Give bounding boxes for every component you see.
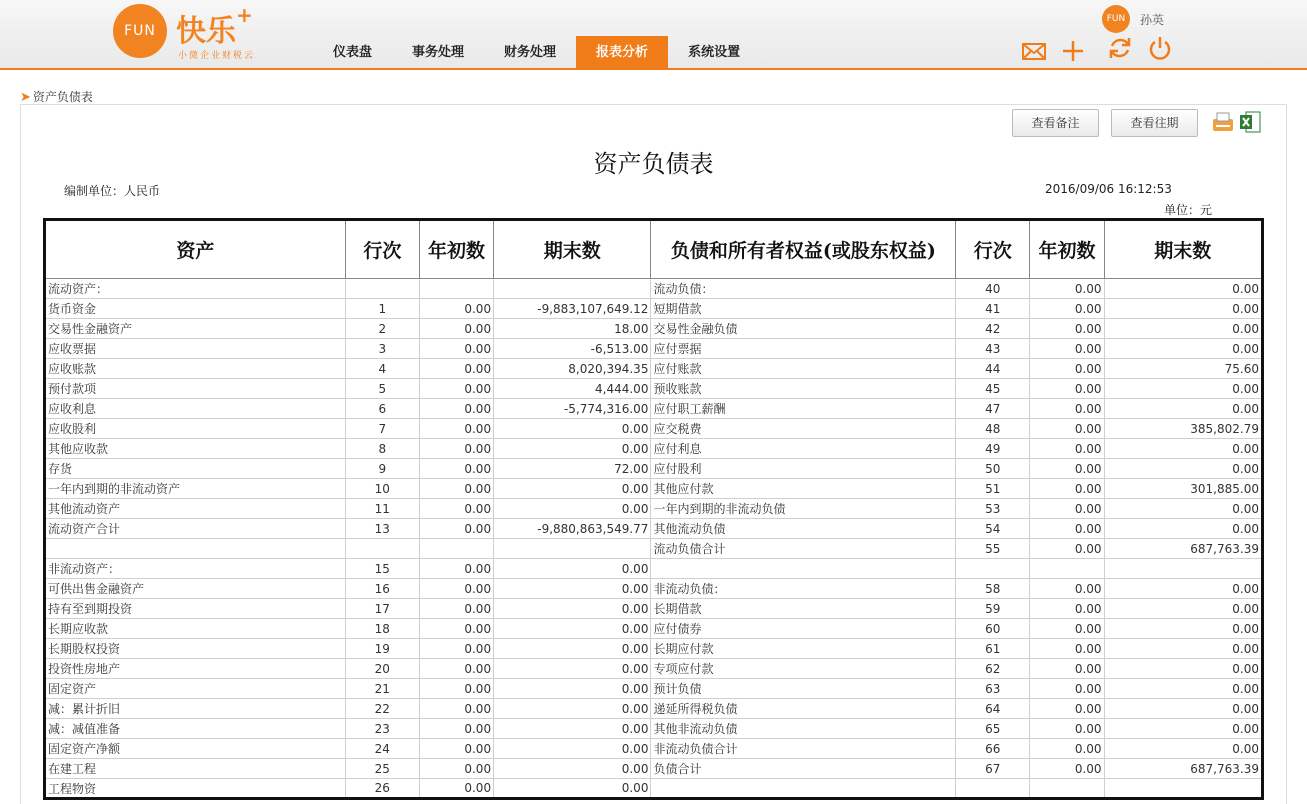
table-row — [45, 619, 1263, 639]
table-cell: 4,444.00 — [494, 379, 651, 399]
table-cell: 0.00 — [419, 639, 493, 659]
table-cell: 0.00 — [494, 579, 651, 599]
table-cell: 应付账款 — [651, 359, 956, 379]
nav-item[interactable]: 系统设置 — [688, 45, 741, 60]
report-datetime: 2016/09/06 16:12:53 — [1045, 182, 1172, 196]
table-cell: 15 — [345, 559, 419, 579]
table-cell: 5 — [345, 379, 419, 399]
table-cell: 0.00 — [1104, 499, 1262, 519]
column-header: 资产 — [45, 220, 346, 279]
table-cell: 49 — [956, 439, 1030, 459]
report-title: 资产负债表 — [593, 150, 714, 178]
table-cell: 应付股利 — [651, 459, 956, 479]
table-row — [45, 379, 1263, 399]
table-cell: 0.00 — [419, 319, 493, 339]
table-cell: 22 — [345, 699, 419, 719]
table-row — [45, 699, 1263, 719]
table-cell: 0.00 — [1030, 279, 1104, 299]
table-cell: 0.00 — [419, 719, 493, 739]
table-cell: 0.00 — [1030, 439, 1104, 459]
table-row — [45, 499, 1263, 519]
table-cell: 在建工程 — [45, 759, 346, 779]
refresh-icon[interactable] — [1107, 35, 1133, 61]
table-cell: 0.00 — [1104, 599, 1262, 619]
table-row — [45, 279, 1263, 299]
plus-icon[interactable] — [1060, 38, 1086, 64]
table-cell: 一年内到期的非流动负债 — [651, 499, 956, 519]
table-cell: 流动负债： — [651, 279, 956, 299]
table-cell: 24 — [345, 739, 419, 759]
table-cell: 0.00 — [419, 359, 493, 379]
table-cell: 40 — [956, 279, 1030, 299]
power-icon[interactable] — [1147, 35, 1173, 61]
table-cell: 非流动资产： — [45, 559, 346, 579]
table-cell: 0.00 — [494, 659, 651, 679]
table-cell: 货币资金 — [45, 299, 346, 319]
table-cell: 67 — [956, 759, 1030, 779]
table-cell: 应收股利 — [45, 419, 346, 439]
table-cell: -6,513.00 — [494, 339, 651, 359]
table-cell: 工程物资 — [45, 779, 346, 799]
table-row — [45, 759, 1263, 779]
column-header: 期末数 — [494, 220, 651, 279]
table-cell: 0.00 — [1104, 299, 1262, 319]
nav-item[interactable]: 报表分析 — [576, 36, 668, 68]
table-cell: 61 — [956, 639, 1030, 659]
table-cell: 0.00 — [1104, 519, 1262, 539]
table-cell: 60 — [956, 619, 1030, 639]
table-cell — [1030, 559, 1104, 579]
table-row — [45, 559, 1263, 579]
table-cell: 75.60 — [1104, 359, 1262, 379]
table-cell: 0.00 — [1104, 399, 1262, 419]
nav-item[interactable]: 仪表盘 — [333, 45, 373, 60]
table-cell: 3 — [345, 339, 419, 359]
table-row — [45, 319, 1263, 339]
table-cell: 0.00 — [1104, 619, 1262, 639]
table-cell: 其他应付款 — [651, 479, 956, 499]
table-cell: 50 — [956, 459, 1030, 479]
table-row — [45, 359, 1263, 379]
table-cell: 65 — [956, 719, 1030, 739]
table-cell: 其他非流动负债 — [651, 719, 956, 739]
table-row — [45, 659, 1263, 679]
table-cell: 0.00 — [419, 699, 493, 719]
table-cell: 1 — [345, 299, 419, 319]
table-cell: 0.00 — [1030, 479, 1104, 499]
table-cell: 0.00 — [494, 739, 651, 759]
print-icon[interactable] — [1210, 110, 1236, 134]
table-cell: 385,802.79 — [1104, 419, 1262, 439]
nav-item[interactable]: 事务处理 — [412, 45, 465, 60]
table-cell: 0.00 — [494, 419, 651, 439]
table-cell: 0.00 — [419, 599, 493, 619]
table-row — [45, 579, 1263, 599]
table-cell: 0.00 — [1104, 379, 1262, 399]
column-header: 年初数 — [419, 220, 493, 279]
table-row — [45, 679, 1263, 699]
table-cell: 0.00 — [1030, 299, 1104, 319]
table-cell: -9,883,107,649.12 — [494, 299, 651, 319]
table-cell: 负债合计 — [651, 759, 956, 779]
user-name[interactable]: 孙英 — [1140, 13, 1165, 27]
table-cell: 301,885.00 — [1104, 479, 1262, 499]
table-cell: 58 — [956, 579, 1030, 599]
table-cell: 0.00 — [1030, 499, 1104, 519]
table-cell: 投资性房地产 — [45, 659, 346, 679]
table-cell: 应收账款 — [45, 359, 346, 379]
table-cell: 其他流动资产 — [45, 499, 346, 519]
table-cell: 0.00 — [1030, 699, 1104, 719]
table-cell: 59 — [956, 599, 1030, 619]
table-cell — [419, 279, 493, 299]
table-cell: 0.00 — [1030, 619, 1104, 639]
table-cell: 54 — [956, 519, 1030, 539]
main-nav — [313, 36, 760, 70]
currency-unit: 单位：元 — [1164, 203, 1213, 217]
table-cell — [345, 279, 419, 299]
table-cell: 流动资产合计 — [45, 519, 346, 539]
table-cell — [345, 539, 419, 559]
table-cell: 0.00 — [419, 619, 493, 639]
table-cell: 长期应收款 — [45, 619, 346, 639]
table-cell: 43 — [956, 339, 1030, 359]
table-cell: 25 — [345, 759, 419, 779]
table-cell — [45, 539, 346, 559]
mail-icon[interactable] — [1021, 38, 1047, 64]
table-cell: 8 — [345, 439, 419, 459]
table-row — [45, 399, 1263, 419]
table-cell: 0.00 — [1104, 739, 1262, 759]
table-cell: 减：减值准备 — [45, 719, 346, 739]
table-cell: 可供出售金融资产 — [45, 579, 346, 599]
breadcrumb — [20, 88, 93, 105]
table-cell: 0.00 — [1030, 739, 1104, 759]
table-cell: 0.00 — [1104, 459, 1262, 479]
table-cell: 应付债券 — [651, 619, 956, 639]
table-cell: 19 — [345, 639, 419, 659]
table-cell: 一年内到期的非流动资产 — [45, 479, 346, 499]
table-cell: 0.00 — [419, 579, 493, 599]
table-cell: 其他流动负债 — [651, 519, 956, 539]
table-cell: 0.00 — [1030, 359, 1104, 379]
table-cell: 0.00 — [1104, 699, 1262, 719]
table-cell: 18 — [345, 619, 419, 639]
table-cell: 687,763.39 — [1104, 759, 1262, 779]
table-cell: 应收票据 — [45, 339, 346, 359]
top-bar — [0, 0, 1307, 70]
table-cell: 26 — [345, 779, 419, 799]
table-cell: 18.00 — [494, 319, 651, 339]
table-row — [45, 519, 1263, 539]
table-cell: 0.00 — [494, 759, 651, 779]
table-cell: 0.00 — [1030, 419, 1104, 439]
table-cell: 64 — [956, 699, 1030, 719]
table-cell: 11 — [345, 499, 419, 519]
table-row — [45, 599, 1263, 619]
table-cell: -9,880,863,549.77 — [494, 519, 651, 539]
table-cell: 递延所得税负债 — [651, 699, 956, 719]
table-cell: 44 — [956, 359, 1030, 379]
table-cell: 47 — [956, 399, 1030, 419]
table-cell: 存货 — [45, 459, 346, 479]
table-cell: 0.00 — [1104, 719, 1262, 739]
table-cell: 0.00 — [494, 639, 651, 659]
table-cell: 0.00 — [1030, 719, 1104, 739]
table-cell: 预计负债 — [651, 679, 956, 699]
table-cell: 0.00 — [494, 479, 651, 499]
table-cell: 53 — [956, 499, 1030, 519]
table-cell: 6 — [345, 399, 419, 419]
table-cell — [494, 539, 651, 559]
table-cell: 0.00 — [419, 779, 493, 799]
table-cell: 0.00 — [1030, 339, 1104, 359]
table-cell — [651, 559, 956, 579]
table-cell: 预付款项 — [45, 379, 346, 399]
table-cell: 0.00 — [494, 779, 651, 799]
table-row — [45, 419, 1263, 439]
table-cell: 0.00 — [419, 759, 493, 779]
table-cell: 0.00 — [1030, 599, 1104, 619]
table-cell: 交易性金融资产 — [45, 319, 346, 339]
table-cell: 0.00 — [1030, 399, 1104, 419]
table-cell: 0.00 — [1030, 379, 1104, 399]
slogan: 小微企业财税云 — [178, 51, 256, 61]
table-cell: 专项应付款 — [651, 659, 956, 679]
table-cell: 固定资产 — [45, 679, 346, 699]
table-cell: 应交税费 — [651, 419, 956, 439]
table-cell: 72.00 — [494, 459, 651, 479]
column-header: 行次 — [345, 220, 419, 279]
table-cell: 0.00 — [494, 599, 651, 619]
table-cell: 长期股权投资 — [45, 639, 346, 659]
table-cell: 0.00 — [494, 499, 651, 519]
table-row — [45, 719, 1263, 739]
table-cell: 0.00 — [419, 679, 493, 699]
table-cell: 0.00 — [1030, 759, 1104, 779]
table-cell: 0.00 — [1030, 519, 1104, 539]
table-cell: 0.00 — [494, 699, 651, 719]
table-cell: 0.00 — [1104, 279, 1262, 299]
table-cell: 0.00 — [419, 459, 493, 479]
table-cell: 0.00 — [419, 399, 493, 419]
table-cell: 持有至到期投资 — [45, 599, 346, 619]
excel-icon[interactable] — [1238, 110, 1262, 134]
view-past-button[interactable]: 查看往期 — [1111, 109, 1198, 137]
column-header: 期末数 — [1104, 220, 1262, 279]
table-cell: 63 — [956, 679, 1030, 699]
table-cell: 流动资产： — [45, 279, 346, 299]
table-cell: 0.00 — [1104, 319, 1262, 339]
table-cell: 长期应付款 — [651, 639, 956, 659]
table-cell: -5,774,316.00 — [494, 399, 651, 419]
table-cell: 2 — [345, 319, 419, 339]
table-cell: 短期借款 — [651, 299, 956, 319]
table-cell: 非流动负债： — [651, 579, 956, 599]
table-cell: 23 — [345, 719, 419, 739]
table-cell: 0.00 — [1030, 459, 1104, 479]
table-cell: 687,763.39 — [1104, 539, 1262, 559]
table-cell: 0.00 — [1030, 539, 1104, 559]
table-cell: 0.00 — [1030, 579, 1104, 599]
table-header-row — [45, 220, 1263, 279]
table-cell: 42 — [956, 319, 1030, 339]
logo[interactable]: FUN — [113, 4, 167, 58]
table-cell: 预收账款 — [651, 379, 956, 399]
table-cell: 4 — [345, 359, 419, 379]
table-row — [45, 739, 1263, 759]
table-cell: 0.00 — [1104, 639, 1262, 659]
table-cell: 0.00 — [1030, 639, 1104, 659]
nav-item[interactable]: 财务处理 — [504, 45, 557, 60]
table-row — [45, 539, 1263, 559]
table-cell: 66 — [956, 739, 1030, 759]
table-cell: 0.00 — [419, 379, 493, 399]
chevron-right-icon: ➤ — [20, 90, 31, 105]
table-cell: 0.00 — [419, 339, 493, 359]
table-cell — [956, 559, 1030, 579]
table-cell: 0.00 — [494, 719, 651, 739]
compile-unit: 编制单位：人民币 — [64, 184, 161, 198]
table-cell: 0.00 — [1104, 679, 1262, 699]
table-cell: 13 — [345, 519, 419, 539]
table-cell: 0.00 — [1030, 679, 1104, 699]
table-cell: 41 — [956, 299, 1030, 319]
table-cell: 0.00 — [419, 419, 493, 439]
table-cell — [494, 279, 651, 299]
table-cell: 17 — [345, 599, 419, 619]
table-cell — [1104, 559, 1262, 579]
table-cell: 固定资产净额 — [45, 739, 346, 759]
table-cell: 0.00 — [419, 559, 493, 579]
table-cell: 0.00 — [494, 439, 651, 459]
view-notes-button[interactable]: 查看备注 — [1012, 109, 1099, 137]
table-cell: 0.00 — [1030, 319, 1104, 339]
table-cell: 0.00 — [419, 739, 493, 759]
table-cell: 0.00 — [419, 479, 493, 499]
table-cell: 0.00 — [1104, 339, 1262, 359]
table-cell: 0.00 — [419, 519, 493, 539]
table-cell: 流动负债合计 — [651, 539, 956, 559]
table-row — [45, 339, 1263, 359]
table-cell: 应付利息 — [651, 439, 956, 459]
table-cell: 0.00 — [494, 619, 651, 639]
table-cell: 交易性金融负债 — [651, 319, 956, 339]
table-cell: 0.00 — [1104, 579, 1262, 599]
table-row — [45, 299, 1263, 319]
table-cell: 62 — [956, 659, 1030, 679]
table-cell: 0.00 — [494, 559, 651, 579]
balance-sheet-table — [43, 218, 1264, 800]
table-cell: 21 — [345, 679, 419, 699]
table-cell: 16 — [345, 579, 419, 599]
table-cell: 0.00 — [494, 679, 651, 699]
table-cell: 9 — [345, 459, 419, 479]
breadcrumb-label[interactable]: 资产负债表 — [32, 90, 93, 104]
table-cell: 0.00 — [1030, 659, 1104, 679]
table-cell: 45 — [956, 379, 1030, 399]
table-cell: 0.00 — [1104, 439, 1262, 459]
brand-name: 快乐+ — [176, 3, 253, 49]
table-cell: 7 — [345, 419, 419, 439]
table-row — [45, 439, 1263, 459]
table-cell: 应付职工薪酬 — [651, 399, 956, 419]
table-cell: 非流动负债合计 — [651, 739, 956, 759]
table-cell: 应付票据 — [651, 339, 956, 359]
table-cell: 51 — [956, 479, 1030, 499]
table-cell: 55 — [956, 539, 1030, 559]
column-header: 年初数 — [1030, 220, 1104, 279]
table-cell: 其他应收款 — [45, 439, 346, 459]
table-cell: 8,020,394.35 — [494, 359, 651, 379]
column-header: 负债和所有者权益(或股东权益) — [651, 220, 956, 279]
table-cell: 0.00 — [1104, 659, 1262, 679]
table-cell: 0.00 — [419, 299, 493, 319]
column-header: 行次 — [956, 220, 1030, 279]
table-cell — [419, 539, 493, 559]
table-cell: 长期借款 — [651, 599, 956, 619]
user-avatar[interactable]: FUN — [1102, 5, 1130, 33]
table-cell: 0.00 — [419, 499, 493, 519]
table-cell: 0.00 — [419, 439, 493, 459]
table-row — [45, 459, 1263, 479]
table-cell: 20 — [345, 659, 419, 679]
table-cell: 10 — [345, 479, 419, 499]
table-row — [45, 639, 1263, 659]
table-cell: 0.00 — [419, 659, 493, 679]
table-cell: 48 — [956, 419, 1030, 439]
table-cell: 应收利息 — [45, 399, 346, 419]
table-row — [45, 479, 1263, 499]
table-cell: 减：累计折旧 — [45, 699, 346, 719]
